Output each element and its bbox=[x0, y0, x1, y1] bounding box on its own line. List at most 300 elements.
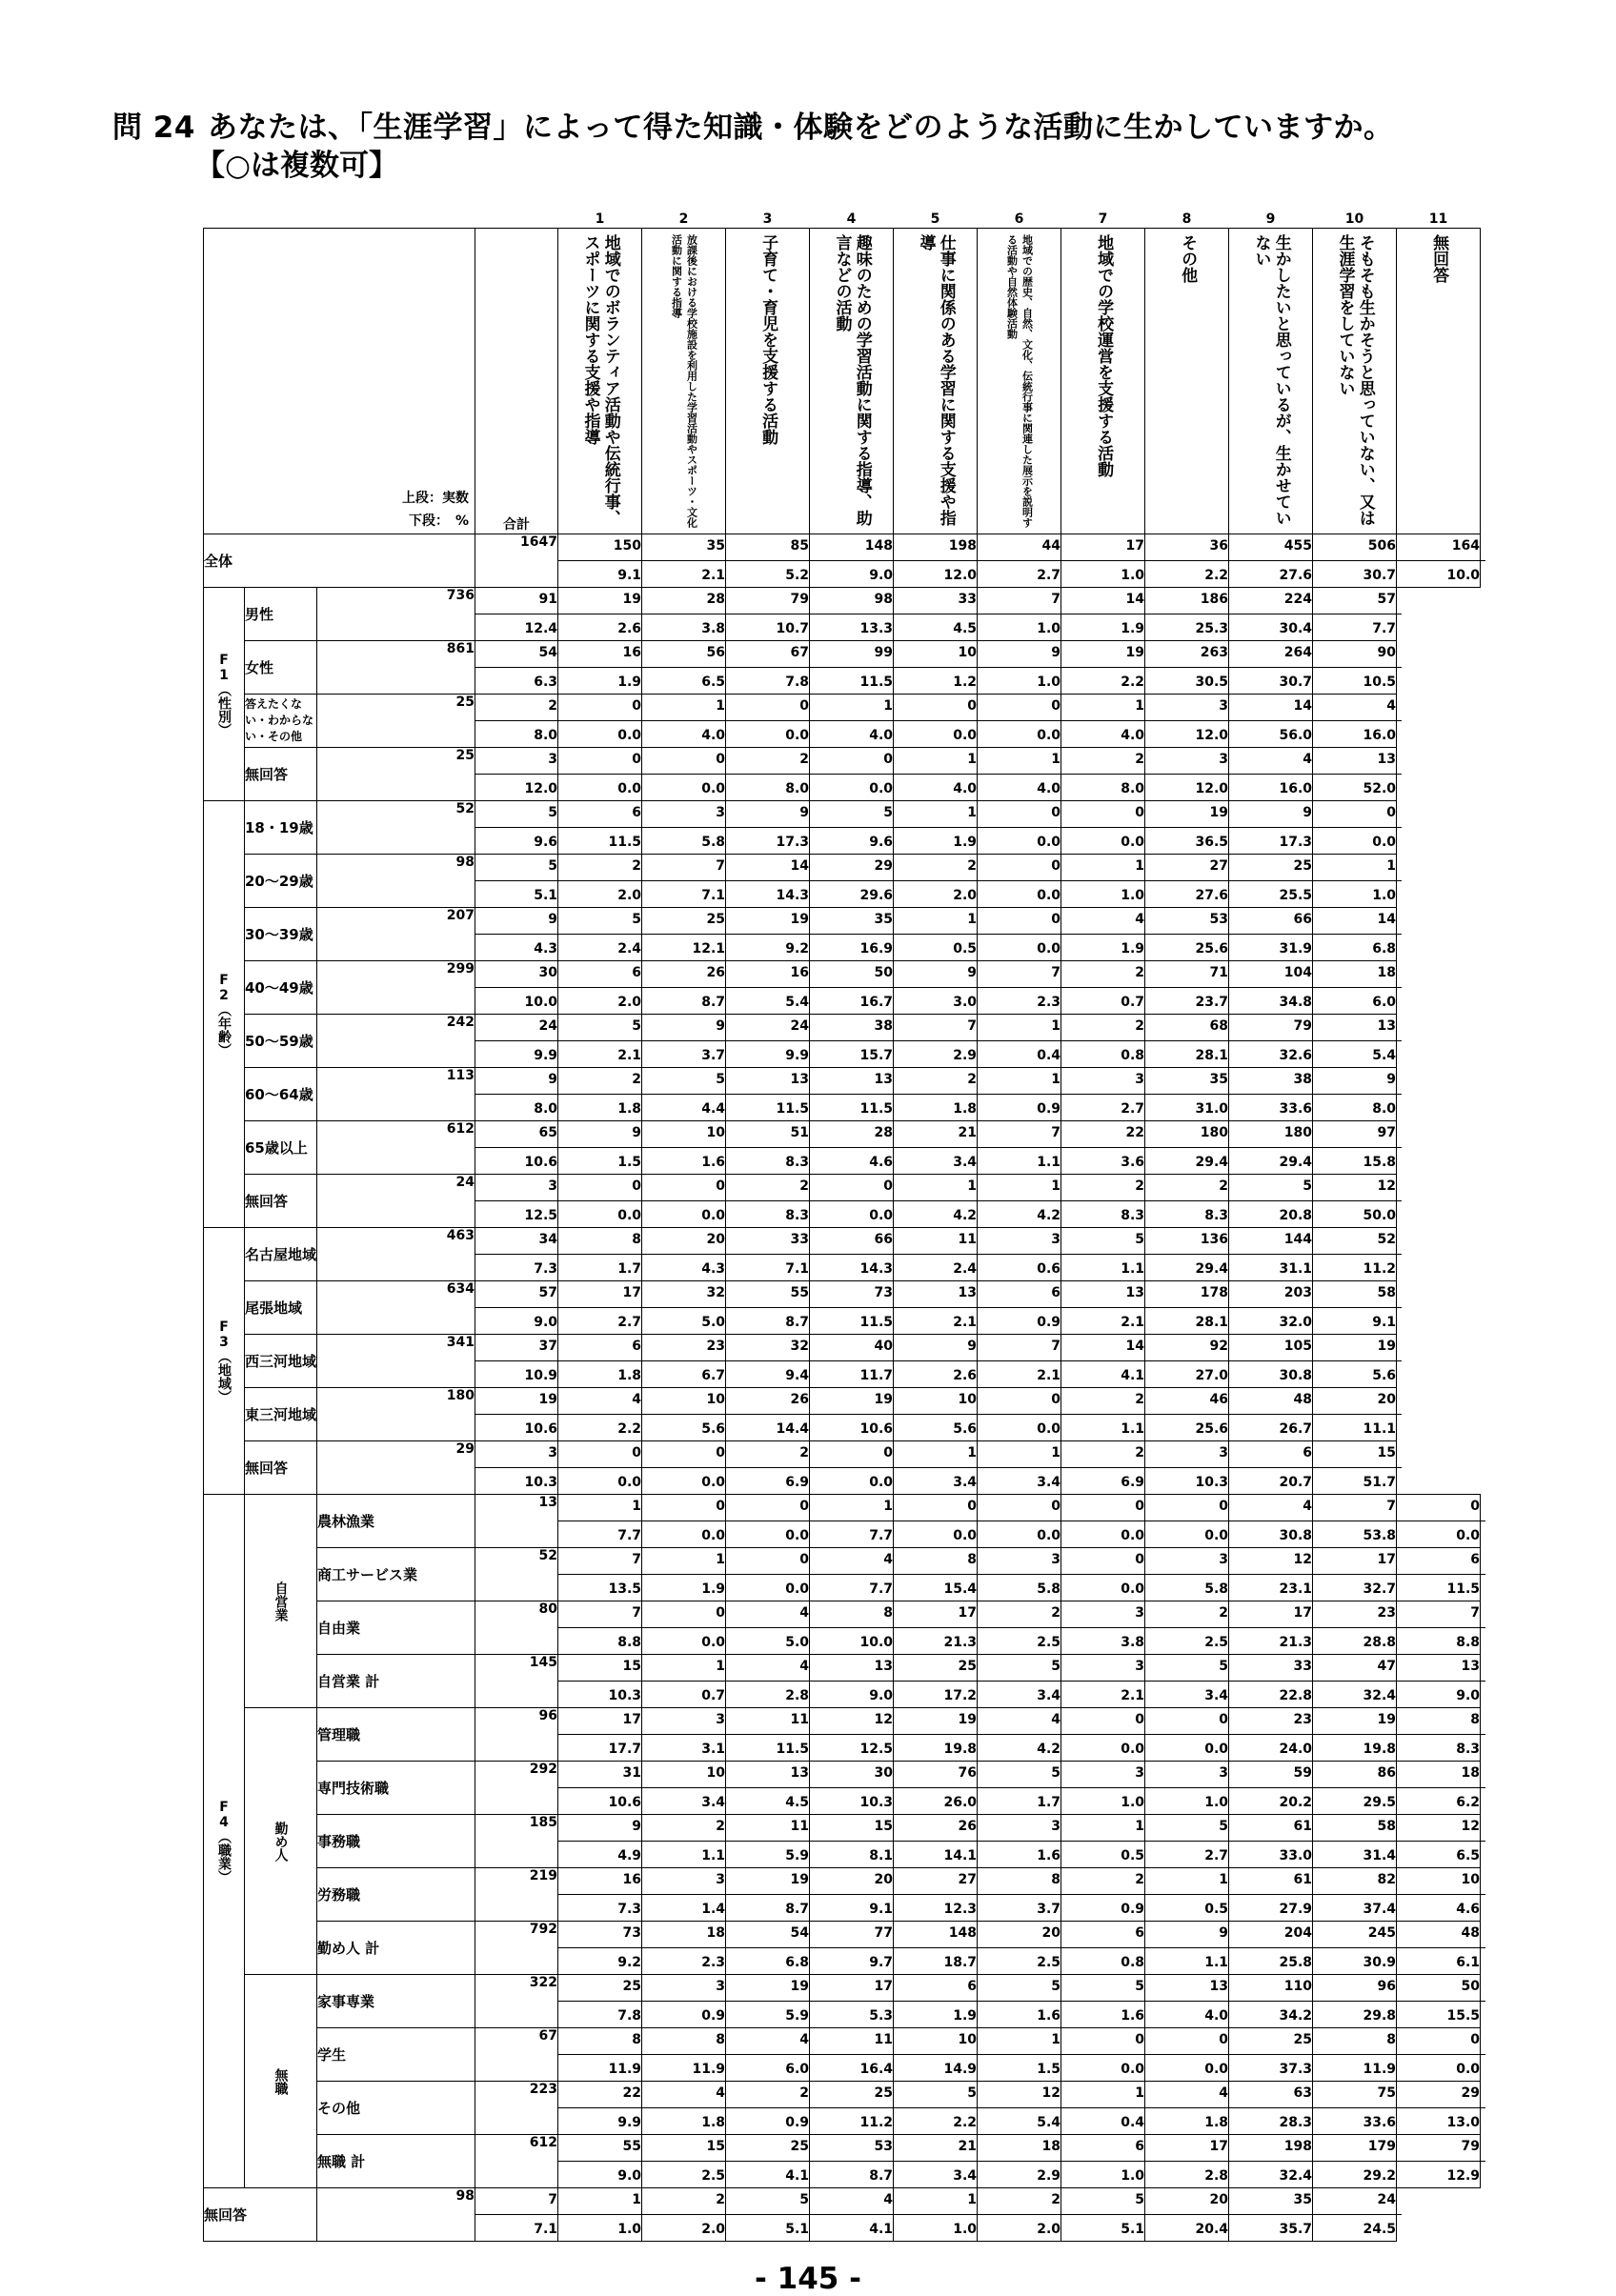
percent-value: 2.5 bbox=[701, 2168, 726, 2184]
count-value: 25 bbox=[1229, 855, 1318, 881]
data-cell bbox=[1229, 1495, 1313, 1548]
data-cell bbox=[642, 1601, 726, 1655]
data-cell bbox=[558, 1975, 642, 2028]
data-cell bbox=[810, 1495, 894, 1548]
count-value: 5 bbox=[475, 855, 563, 881]
row-total: 792 bbox=[475, 1922, 558, 1975]
column-header bbox=[810, 229, 894, 534]
data-cell bbox=[1229, 1655, 1313, 1708]
data-cell bbox=[1061, 2082, 1145, 2135]
count-value: 13 bbox=[726, 1762, 815, 1788]
count-value: 0 bbox=[1145, 1495, 1234, 1521]
count-value: 75 bbox=[1313, 2082, 1402, 2108]
row-label: 30～39歳 bbox=[245, 908, 317, 961]
column-header bbox=[1397, 229, 1481, 534]
count-value: 38 bbox=[1229, 1068, 1318, 1095]
count-value: 47 bbox=[1313, 1655, 1402, 1682]
data-cell bbox=[810, 1975, 894, 2028]
count-value: 136 bbox=[1145, 1228, 1234, 1255]
count-value: 14 bbox=[1061, 588, 1150, 614]
data-cell bbox=[726, 588, 810, 641]
data-cell bbox=[726, 1068, 810, 1121]
data-cell bbox=[558, 1815, 642, 1868]
count-value: 6 bbox=[558, 961, 647, 988]
data-cell bbox=[475, 908, 558, 961]
count-value: 19 bbox=[726, 1975, 815, 2002]
data-cell bbox=[475, 1281, 558, 1335]
data-cell bbox=[1313, 2135, 1397, 2188]
percent-value: 10.0 bbox=[1446, 568, 1481, 583]
count-value: 53 bbox=[810, 2135, 899, 2162]
percent-value: 3.4 bbox=[953, 2168, 978, 2184]
percent-value: 9.1 bbox=[869, 1902, 894, 1917]
percent-value: 0.0 bbox=[1121, 1528, 1145, 1543]
percent-value: 8.7 bbox=[869, 2168, 894, 2184]
percent-value: 2.7 bbox=[1121, 1101, 1145, 1117]
count-value: 28 bbox=[810, 1121, 899, 1148]
row-label: 労務職 bbox=[317, 1868, 475, 1922]
count-value: 1 bbox=[642, 695, 731, 721]
data-cell bbox=[1229, 908, 1313, 961]
data-cell bbox=[1145, 1815, 1229, 1868]
row-total: 341 bbox=[317, 1335, 475, 1388]
data-cell bbox=[1313, 1175, 1397, 1228]
data-cell bbox=[475, 1441, 558, 1495]
percent-value: 29.5 bbox=[1363, 1795, 1397, 1810]
percent-value: 0.4 bbox=[1037, 1048, 1061, 1063]
data-cell bbox=[810, 1655, 894, 1708]
column-number: 4 bbox=[846, 211, 857, 227]
percent-value: 0.0 bbox=[1456, 1528, 1481, 1543]
percent-value: 5.1 bbox=[1121, 2222, 1145, 2237]
percent-value: 6.7 bbox=[701, 1368, 726, 1383]
column-number: 2 bbox=[678, 211, 689, 227]
count-value: 9 bbox=[1145, 1922, 1234, 1948]
group-label bbox=[204, 1228, 245, 1495]
column-header-text: 地域でのボランティア活動や伝統行事、スポーツに関する支援や指導 bbox=[580, 234, 620, 526]
percent-value: 1.5 bbox=[1037, 2062, 1061, 2077]
count-value: 0 bbox=[1061, 2028, 1150, 2055]
column-number: 10 bbox=[1344, 211, 1364, 227]
percent-value: 30.7 bbox=[1279, 675, 1313, 690]
data-cell bbox=[1061, 1495, 1145, 1548]
count-value: 14 bbox=[1313, 908, 1402, 935]
row-label: 60～64歳 bbox=[245, 1068, 317, 1121]
percent-value: 2.1 bbox=[1121, 1688, 1145, 1703]
table-row bbox=[204, 1121, 1481, 1175]
percent-value: 1.8 bbox=[617, 1368, 642, 1383]
percent-value: 32.4 bbox=[1279, 2168, 1313, 2184]
data-cell bbox=[1061, 1228, 1145, 1281]
row-label: 18・19歳 bbox=[245, 801, 317, 855]
row-total: 52 bbox=[475, 1548, 558, 1601]
count-value: 37 bbox=[475, 1335, 563, 1361]
percent-value: 22.8 bbox=[1279, 1688, 1313, 1703]
percent-value: 1.0 bbox=[953, 2222, 978, 2237]
percent-value: 32.0 bbox=[1279, 1315, 1313, 1330]
column-header bbox=[894, 229, 978, 534]
percent-value: 11.5 bbox=[1446, 1581, 1481, 1597]
percent-value: 5.4 bbox=[785, 995, 810, 1010]
percent-value: 3.4 bbox=[1204, 1688, 1229, 1703]
row-label: 65歳以上 bbox=[245, 1121, 317, 1175]
data-cell bbox=[978, 1922, 1061, 1975]
percent-value: 4.0 bbox=[1204, 2008, 1229, 2024]
percent-value: 4.4 bbox=[701, 1101, 726, 1117]
data-cell bbox=[558, 908, 642, 961]
percent-value: 1.0 bbox=[1037, 675, 1061, 690]
count-value: 0 bbox=[978, 908, 1066, 935]
data-cell bbox=[726, 641, 810, 695]
data-cell bbox=[642, 588, 726, 641]
count-value: 0 bbox=[894, 695, 982, 721]
percent-value: 11.9 bbox=[692, 2062, 726, 2077]
count-value: 9 bbox=[1313, 1068, 1402, 1095]
row-total: 292 bbox=[475, 1762, 558, 1815]
row-total: 612 bbox=[317, 1121, 475, 1175]
percent-value: 12.3 bbox=[943, 1902, 978, 1917]
data-cell bbox=[642, 1815, 726, 1868]
data-cell bbox=[978, 2028, 1061, 2082]
percent-value: 10.0 bbox=[859, 1635, 894, 1650]
percent-value: 12.0 bbox=[524, 781, 558, 796]
count-value: 3 bbox=[642, 1708, 731, 1735]
percent-value: 11.9 bbox=[1363, 2062, 1397, 2077]
data-cell bbox=[978, 1441, 1061, 1495]
data-cell bbox=[726, 695, 810, 748]
count-value: 4 bbox=[726, 1601, 815, 1628]
group-label bbox=[204, 1495, 245, 2188]
percent-value: 0.0 bbox=[785, 1581, 810, 1597]
count-value: 12 bbox=[810, 1708, 899, 1735]
percent-value: 2.9 bbox=[953, 1048, 978, 1063]
percent-value: 1.9 bbox=[1121, 621, 1145, 636]
data-cell bbox=[1397, 1655, 1481, 1708]
percent-value: 3.4 bbox=[953, 1155, 978, 1170]
data-cell bbox=[726, 1175, 810, 1228]
count-value: 55 bbox=[726, 1281, 815, 1308]
data-cell bbox=[894, 1922, 978, 1975]
column-header bbox=[1313, 229, 1397, 534]
data-cell bbox=[642, 1228, 726, 1281]
total-header: 合計 bbox=[503, 517, 531, 533]
data-cell bbox=[1397, 1495, 1481, 1548]
percent-value: 6.2 bbox=[1456, 1795, 1481, 1810]
count-value: 5 bbox=[894, 2082, 982, 2108]
count-value: 18 bbox=[978, 2135, 1066, 2162]
percent-value: 5.3 bbox=[869, 2008, 894, 2024]
percent-value: 7.3 bbox=[617, 1902, 642, 1917]
count-value: 110 bbox=[1229, 1975, 1318, 2002]
count-value: 13 bbox=[1313, 1015, 1402, 1041]
percent-value: 0.0 bbox=[701, 1635, 726, 1650]
data-cell bbox=[726, 1922, 810, 1975]
percent-value: 10.9 bbox=[524, 1368, 558, 1383]
table-row bbox=[204, 1335, 1481, 1388]
data-cell bbox=[1229, 1175, 1313, 1228]
data-cell bbox=[475, 695, 558, 748]
data-cell bbox=[978, 1868, 1061, 1922]
row-total: 98 bbox=[317, 855, 475, 908]
count-value: 58 bbox=[1313, 1281, 1402, 1308]
data-cell bbox=[642, 1335, 726, 1388]
data-cell bbox=[1229, 1762, 1313, 1815]
row-total: 185 bbox=[475, 1815, 558, 1868]
count-value: 1 bbox=[894, 801, 982, 828]
percent-value: 2.4 bbox=[617, 941, 642, 957]
percent-value: 6.0 bbox=[785, 2062, 810, 2077]
data-cell bbox=[1145, 1762, 1229, 1815]
percent-value: 7.8 bbox=[617, 2008, 642, 2024]
data-cell bbox=[894, 1815, 978, 1868]
percent-value: 2.8 bbox=[1204, 2168, 1229, 2184]
percent-value: 1.9 bbox=[617, 675, 642, 690]
count-value: 59 bbox=[1229, 1762, 1318, 1788]
percent-value: 51.7 bbox=[1363, 1475, 1397, 1490]
row-total: 299 bbox=[317, 961, 475, 1015]
data-cell bbox=[810, 1601, 894, 1655]
percent-value: 2.7 bbox=[617, 1315, 642, 1330]
row-total: 612 bbox=[475, 2135, 558, 2188]
count-value: 0 bbox=[1397, 2028, 1485, 2055]
table-row bbox=[204, 2082, 1481, 2135]
count-value: 10 bbox=[894, 641, 982, 668]
count-value: 105 bbox=[1229, 1335, 1318, 1361]
column-number: 8 bbox=[1182, 211, 1192, 227]
data-cell bbox=[1313, 1121, 1397, 1175]
percent-value: 1.0 bbox=[1121, 888, 1145, 903]
row-label: 女性 bbox=[245, 641, 317, 695]
data-cell bbox=[726, 1975, 810, 2028]
count-value: 0 bbox=[726, 1548, 815, 1575]
data-cell bbox=[1145, 588, 1229, 641]
data-cell bbox=[1145, 2028, 1229, 2082]
count-value: 2 bbox=[558, 1068, 647, 1095]
count-value: 25 bbox=[894, 1655, 982, 1682]
percent-value: 2.0 bbox=[617, 888, 642, 903]
percent-value: 3.8 bbox=[701, 621, 726, 636]
table-row bbox=[204, 695, 1481, 748]
count-value: 86 bbox=[1313, 1762, 1402, 1788]
count-value: 10 bbox=[642, 1121, 731, 1148]
group-label bbox=[204, 588, 245, 801]
data-cell bbox=[726, 961, 810, 1015]
data-cell bbox=[894, 641, 978, 695]
data-cell bbox=[558, 1495, 642, 1548]
column-header bbox=[1229, 229, 1313, 534]
data-cell bbox=[978, 1708, 1061, 1762]
percent-value: 1.8 bbox=[953, 1101, 978, 1117]
table-row bbox=[204, 534, 1481, 588]
percent-value: 11.5 bbox=[776, 1101, 810, 1117]
data-cell bbox=[894, 695, 978, 748]
count-value: 2 bbox=[1061, 1868, 1150, 1895]
percent-value: 9.6 bbox=[534, 835, 558, 850]
count-value: 61 bbox=[1229, 1815, 1318, 1842]
percent-value: 9.1 bbox=[1372, 1315, 1397, 1330]
data-cell bbox=[1313, 1441, 1397, 1495]
percent-value: 30.5 bbox=[1195, 675, 1229, 690]
data-cell bbox=[810, 1175, 894, 1228]
percent-value: 19.8 bbox=[943, 1742, 978, 1757]
count-value: 9 bbox=[894, 1335, 982, 1361]
count-value: 12 bbox=[1229, 1548, 1318, 1575]
table-row bbox=[204, 2188, 1481, 2242]
row-label: 50～59歳 bbox=[245, 1015, 317, 1068]
count-value: 25 bbox=[558, 1975, 647, 2002]
row-label: 40～49歳 bbox=[245, 961, 317, 1015]
count-value: 14 bbox=[1229, 695, 1318, 721]
count-value: 32 bbox=[642, 1281, 731, 1308]
data-cell bbox=[1397, 1601, 1481, 1655]
row-total: 207 bbox=[317, 908, 475, 961]
data-cell bbox=[810, 2135, 894, 2188]
data-cell bbox=[978, 908, 1061, 961]
data-cell bbox=[894, 1281, 978, 1335]
group-label bbox=[204, 801, 245, 1228]
data-cell bbox=[1061, 1388, 1145, 1441]
data-cell bbox=[1229, 2082, 1313, 2135]
count-value: 85 bbox=[726, 534, 815, 561]
count-value: 0 bbox=[558, 695, 647, 721]
percent-value: 1.9 bbox=[953, 2008, 978, 2024]
data-cell bbox=[1061, 908, 1145, 961]
data-cell bbox=[1313, 1815, 1397, 1868]
data-cell bbox=[978, 1335, 1061, 1388]
count-value: 3 bbox=[1145, 1441, 1234, 1468]
column-number: 11 bbox=[1428, 211, 1448, 227]
count-value: 9 bbox=[558, 1121, 647, 1148]
percent-value: 0.0 bbox=[953, 1528, 978, 1543]
percent-value: 9.0 bbox=[617, 2168, 642, 2184]
data-cell bbox=[1397, 1708, 1481, 1762]
count-value: 16 bbox=[726, 961, 815, 988]
data-cell bbox=[1229, 961, 1313, 1015]
column-number: 3 bbox=[762, 211, 773, 227]
count-value: 4 bbox=[1313, 695, 1402, 721]
count-value: 8 bbox=[810, 1601, 899, 1628]
count-value: 9 bbox=[475, 908, 563, 935]
data-cell bbox=[894, 1975, 978, 2028]
table-row bbox=[204, 748, 1481, 801]
column-header bbox=[558, 229, 642, 534]
percent-value: 2.2 bbox=[1204, 568, 1229, 583]
percent-value: 0.9 bbox=[785, 2115, 810, 2130]
count-value: 7 bbox=[558, 1601, 647, 1628]
percent-value: 1.9 bbox=[953, 835, 978, 850]
count-value: 79 bbox=[1397, 2135, 1485, 2162]
count-value: 55 bbox=[558, 2135, 647, 2162]
count-value: 4 bbox=[1229, 748, 1318, 775]
column-header-text: 地域での学校運営を支援する活動 bbox=[1094, 234, 1114, 477]
count-value: 23 bbox=[1229, 1708, 1318, 1735]
percent-value: 24.5 bbox=[1363, 2222, 1397, 2237]
percent-value: 0.4 bbox=[1121, 2115, 1145, 2130]
data-cell bbox=[726, 908, 810, 961]
data-cell bbox=[1061, 1175, 1145, 1228]
data-cell bbox=[1229, 1281, 1313, 1335]
percent-value: 4.0 bbox=[1037, 781, 1061, 796]
count-value: 36 bbox=[1145, 534, 1234, 561]
count-value: 7 bbox=[1397, 1601, 1485, 1628]
percent-value: 6.0 bbox=[1372, 995, 1397, 1010]
data-cell bbox=[894, 1335, 978, 1388]
data-cell bbox=[894, 1762, 978, 1815]
percent-value: 1.0 bbox=[1037, 621, 1061, 636]
data-cell bbox=[810, 1281, 894, 1335]
data-cell bbox=[1145, 1975, 1229, 2028]
percent-value: 8.8 bbox=[1456, 1635, 1481, 1650]
percent-value: 20.2 bbox=[1279, 1795, 1313, 1810]
count-value: 1 bbox=[558, 2188, 647, 2215]
count-value: 17 bbox=[1145, 2135, 1234, 2162]
percent-value: 10.3 bbox=[1195, 1475, 1229, 1490]
percent-value: 9.0 bbox=[869, 1688, 894, 1703]
count-value: 6 bbox=[1061, 2135, 1150, 2162]
percent-value: 7.8 bbox=[785, 675, 810, 690]
row-label: 専門技術職 bbox=[317, 1762, 475, 1815]
count-value: 2 bbox=[726, 748, 815, 775]
count-value: 0 bbox=[558, 748, 647, 775]
data-cell bbox=[894, 2135, 978, 2188]
count-value: 5 bbox=[810, 801, 899, 828]
percent-value: 11.1 bbox=[1363, 1421, 1397, 1437]
percent-value: 16.4 bbox=[859, 2062, 894, 2077]
table-row bbox=[204, 908, 1481, 961]
data-cell bbox=[1229, 2135, 1313, 2188]
percent-value: 0.0 bbox=[869, 1208, 894, 1223]
percent-value: 29.4 bbox=[1195, 1261, 1229, 1277]
percent-value: 1.0 bbox=[1121, 568, 1145, 583]
count-value: 1 bbox=[894, 1175, 982, 1201]
count-value: 0 bbox=[1061, 1548, 1150, 1575]
data-cell bbox=[642, 908, 726, 961]
count-value: 90 bbox=[1313, 641, 1402, 668]
row-total: 13 bbox=[475, 1495, 558, 1548]
data-cell bbox=[1061, 534, 1145, 588]
count-value: 91 bbox=[475, 588, 563, 614]
percent-value: 8.0 bbox=[1372, 1101, 1397, 1117]
percent-value: 0.5 bbox=[1121, 1848, 1145, 1863]
count-value: 24 bbox=[726, 1015, 815, 1041]
data-cell bbox=[1229, 1708, 1313, 1762]
count-value: 66 bbox=[1229, 908, 1318, 935]
data-cell bbox=[1229, 801, 1313, 855]
percent-value: 9.7 bbox=[869, 1955, 894, 1970]
count-value: 198 bbox=[1229, 2135, 1318, 2162]
count-value: 9 bbox=[1229, 801, 1318, 828]
count-value: 17 bbox=[558, 1708, 647, 1735]
column-header-text: 放課後における学校施設を利用した学習活動やスポーツ・文化活動に関する指導 bbox=[670, 234, 698, 528]
data-cell bbox=[558, 1281, 642, 1335]
data-cell bbox=[558, 1548, 642, 1601]
percent-value: 30.8 bbox=[1279, 1368, 1313, 1383]
percent-value: 28.1 bbox=[1195, 1315, 1229, 1330]
data-cell bbox=[475, 1121, 558, 1175]
count-value: 66 bbox=[810, 1228, 899, 1255]
percent-value: 11.9 bbox=[608, 2062, 642, 2077]
count-value: 11 bbox=[894, 1228, 982, 1255]
percent-value: 0.0 bbox=[1037, 888, 1061, 903]
count-value: 2 bbox=[1145, 1175, 1234, 1201]
percent-value: 29.4 bbox=[1279, 1155, 1313, 1170]
percent-value: 15.4 bbox=[943, 1581, 978, 1597]
percent-value: 10.6 bbox=[608, 1795, 642, 1810]
percent-value: 2.5 bbox=[1204, 1635, 1229, 1650]
percent-value: 0.0 bbox=[1121, 2062, 1145, 2077]
count-value: 2 bbox=[475, 695, 563, 721]
count-value: 179 bbox=[1313, 2135, 1402, 2162]
